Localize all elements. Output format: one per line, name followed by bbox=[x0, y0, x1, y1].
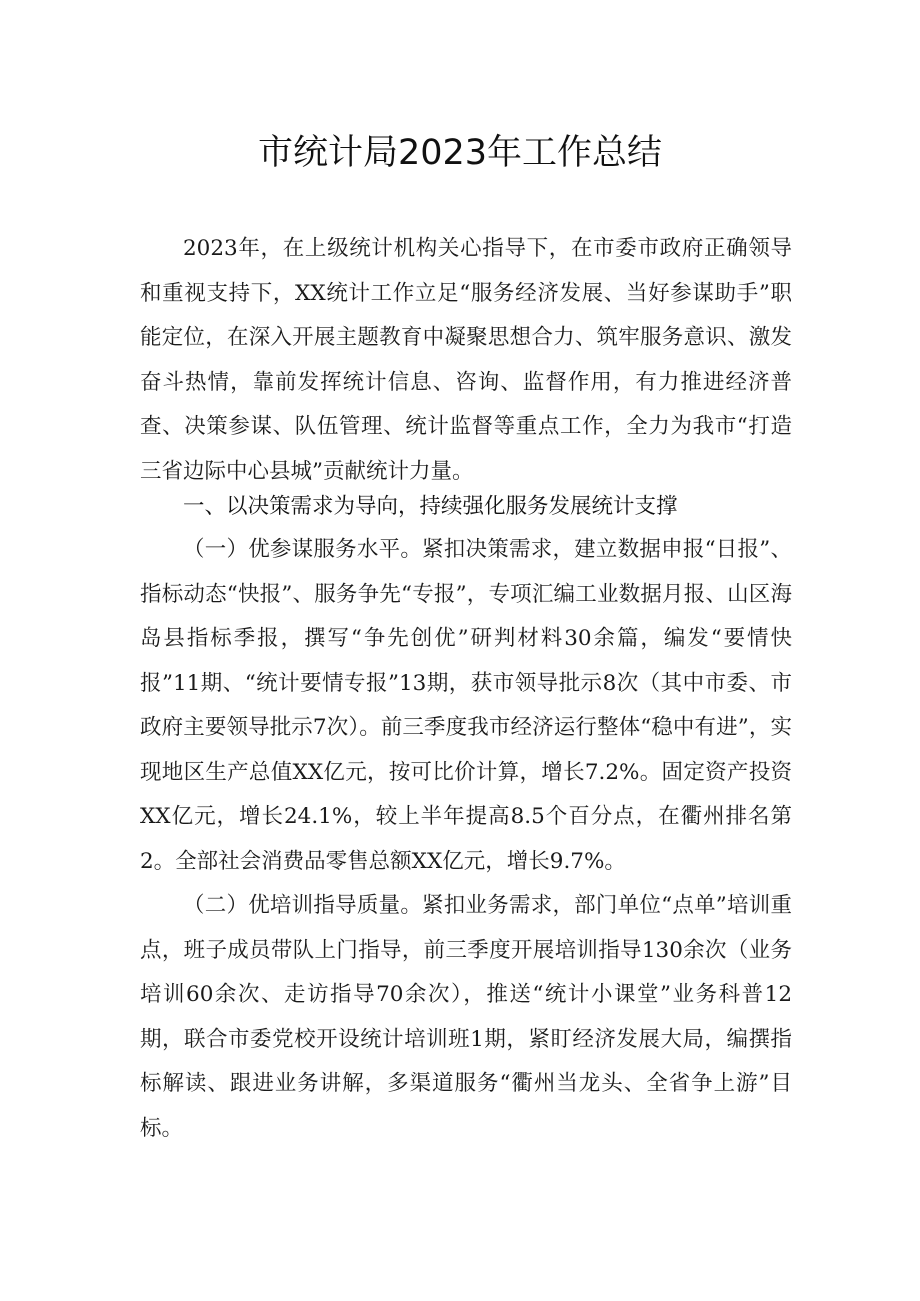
section-heading: 一、以决策需求为导向，持续强化服务发展统计支撑 bbox=[183, 494, 678, 519]
intro-paragraph: 2023年，在上级统计机构关心指导下，在市委市政府正确领导和重视支持下，XX统计工作立足“服务经济发展、当好参谋助手”职能定位，在深入开展主题教育中凝聚思想合力、筑牢服务意识、激发奋斗热情，靠前发挥统计信息、咨询、监督作用，有力推进经济普查、决策参谋、队伍管理、统计监督等重点工作，全力为我市“打造三省边际中心县城”贡献统计力量。 bbox=[140, 236, 792, 484]
document-title: 市统计局2023年工作总结 bbox=[257, 133, 663, 173]
section-paragraph-2: （二）优培训指导质量。紧扣业务需求，部门单位“点单”培训重点，班子成员带队上门指导，前三季度开展培训指导130余次（业务培训60余次、走访指导70余次），推送“统计小课堂”业务科普12期，联合市委党校开设统计培训班1期，紧盯经济发展大局，编撰指标解读、跟进业务讲解，多渠道服务“衢州当龙头、全省争上游”目标。 bbox=[140, 893, 792, 1141]
section-paragraph-1: （一）优参谋服务水平。紧扣决策需求，建立数据申报“日报”、指标动态“快报”、服务争先“专报”，专项汇编工业数据月报、山区海岛县指标季报，撰写“争先创优”研判材料30余篇，编发“要情快报”11期、“统计要情专报”13期，获市领导批示8次（其中市委、市政府主要领导批示7次）。前三季度我市经济运行整体“稳中有进”，实现地区生产总值XX亿元，按可比价计算，增长7.2%。固定资产投资XX亿元，增长24.1%，较上半年提高8.5个百分点，在衢州排名第2。全部社会消费品零售总额XX亿元，增长9.7%。 bbox=[140, 537, 793, 874]
